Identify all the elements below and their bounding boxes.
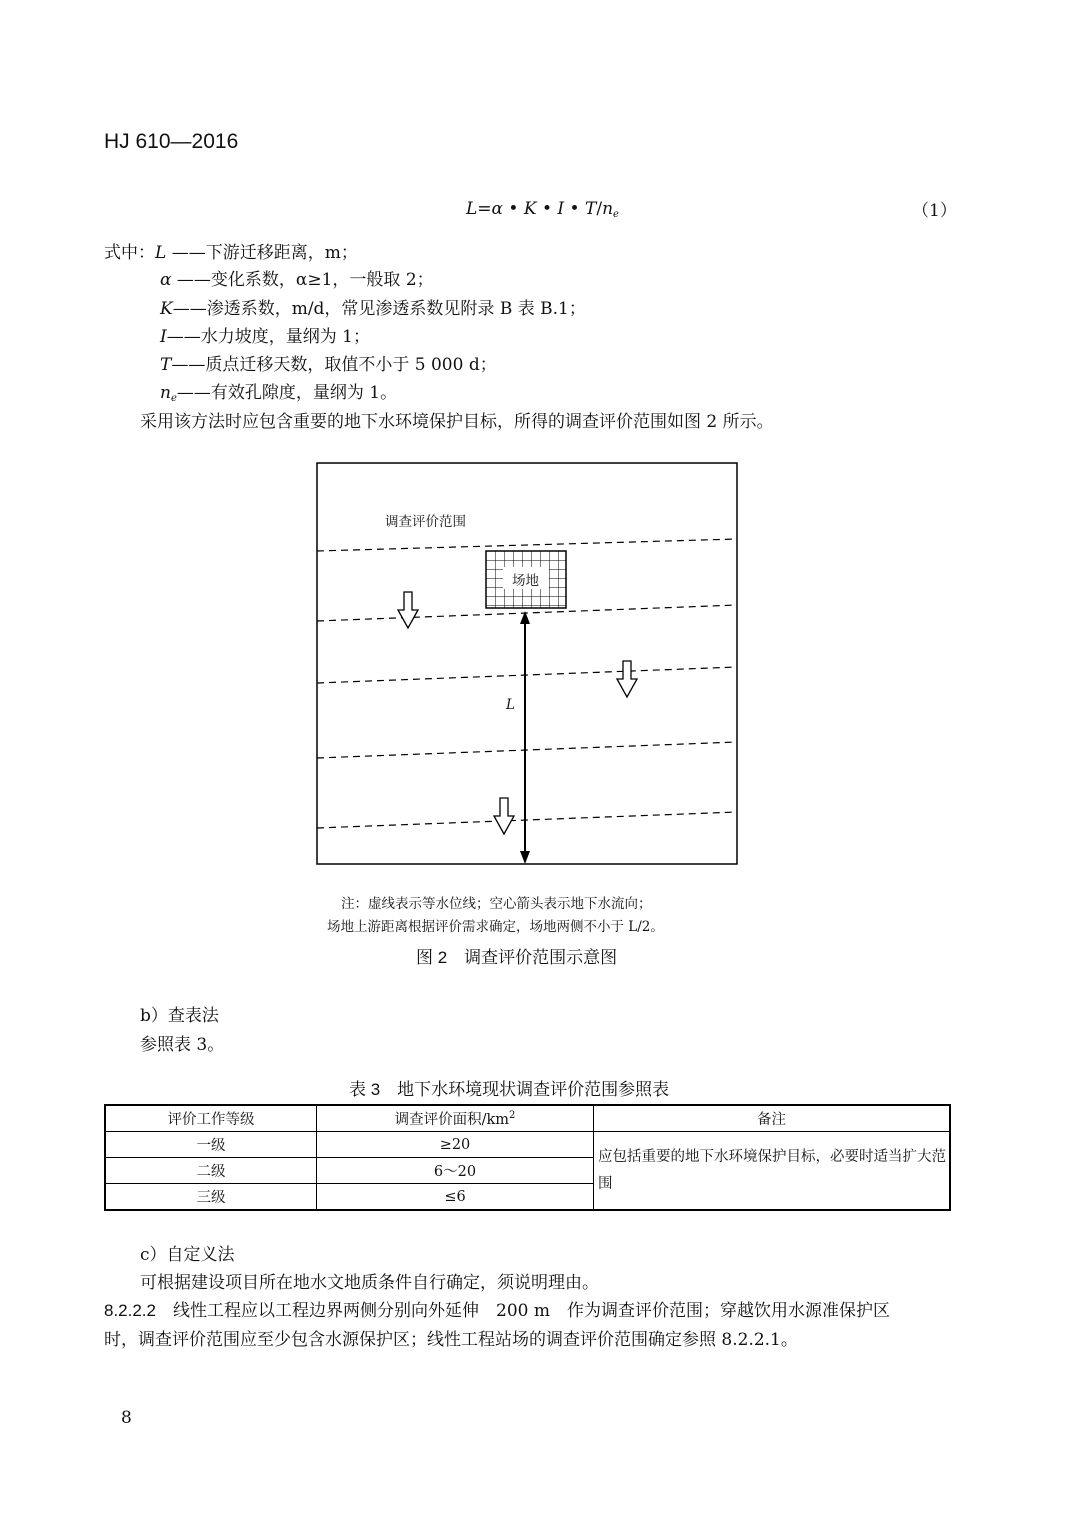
document-id: HJ 610—2016 — [104, 130, 239, 153]
header-level: 评价工作等级 — [105, 1105, 317, 1132]
paragraph-method: 采用该方法时应包含重要的地下水环境保护目标，所得的调查评价范围如图 2 所示。 — [140, 412, 774, 432]
section-b-text: 参照表 3。 — [140, 1035, 225, 1055]
site-label: 场地 — [512, 573, 539, 589]
header-note: 备注 — [594, 1105, 951, 1132]
cell-area: ≤6 — [317, 1184, 594, 1211]
clause-8222-line2: 时，调查评价范围应至少包含水源保护区；线性工程站场的调查评价范围确定参照 8.2.2.1。 — [104, 1330, 798, 1350]
figure-frame — [317, 463, 737, 864]
figure-note-1: 注：虚线表示等水位线；空心箭头表示地下水流向； — [341, 896, 652, 912]
formula: L=α • K • I • $T/n_e$ — [466, 199, 619, 220]
table-caption: 表 3 地下水环境现状调查评价范围参照表 — [349, 1080, 670, 1099]
contour-line-5 — [317, 812, 737, 828]
figure-note-2: 场地上游距离根据评价需求确定，场地两侧不小于 L/2。 — [327, 919, 664, 935]
contour-line-4 — [317, 742, 737, 758]
cell-level: 三级 — [105, 1184, 317, 1211]
contour-line-3 — [317, 667, 737, 683]
table-header-row — [105, 1105, 950, 1132]
table-3 — [104, 1104, 951, 1211]
where-item-t: T——质点迁移天数，取值不小于 5 000 d； — [160, 355, 497, 375]
contour-line-1 — [317, 539, 737, 551]
where-item-alpha: α ——变化系数，α≥1，一般取 2； — [160, 270, 434, 290]
distance-label: L — [506, 697, 515, 713]
clause-8222-line1: 8.2.2.2 线性工程应以工程边界两侧分别向外延伸 200 m 作为调查评价范围；穿越饮用水源准保护区 — [104, 1301, 890, 1321]
header-area: 调查评价面积$/km^2$ — [317, 1105, 594, 1132]
page-number: 8 — [121, 1408, 132, 1428]
section-c-title: c）自定义法 — [140, 1245, 235, 1265]
cell-area: ≥20 — [317, 1132, 594, 1158]
section-b-title: b）查表法 — [140, 1006, 219, 1026]
range-label: 调查评价范围 — [385, 514, 466, 530]
where-item-k: K——渗透系数，m/d，常见渗透系数见附录 B 表 B.1； — [160, 299, 586, 319]
flow-arrow-icon — [494, 798, 514, 834]
cell-level: 一级 — [105, 1132, 317, 1158]
flow-arrow-icon — [617, 661, 637, 697]
where-item-i: I——水力坡度，量纲为 1； — [160, 327, 370, 347]
table-row — [105, 1132, 950, 1158]
cell-area: 6～20 — [317, 1158, 594, 1184]
section-c-text: 可根据建设项目所在地水文地质条件自行确定，须说明理由。 — [140, 1273, 599, 1293]
formula-number: （1） — [912, 201, 957, 221]
where-lead: 式中：L ——下游迁移距离，m； — [104, 243, 358, 263]
flow-arrow-icon — [398, 592, 418, 628]
where-item-ne: $n_e——$有效孔隙度，量纲为 1。 — [160, 383, 398, 404]
distance-arrow-down-head — [520, 851, 530, 864]
cell-note: 应包括重要的地下水环境保护目标，必要时适当扩大范围 — [594, 1132, 951, 1211]
cell-level: 二级 — [105, 1158, 317, 1184]
figure-caption: 图 2 调查评价范围示意图 — [416, 948, 618, 967]
